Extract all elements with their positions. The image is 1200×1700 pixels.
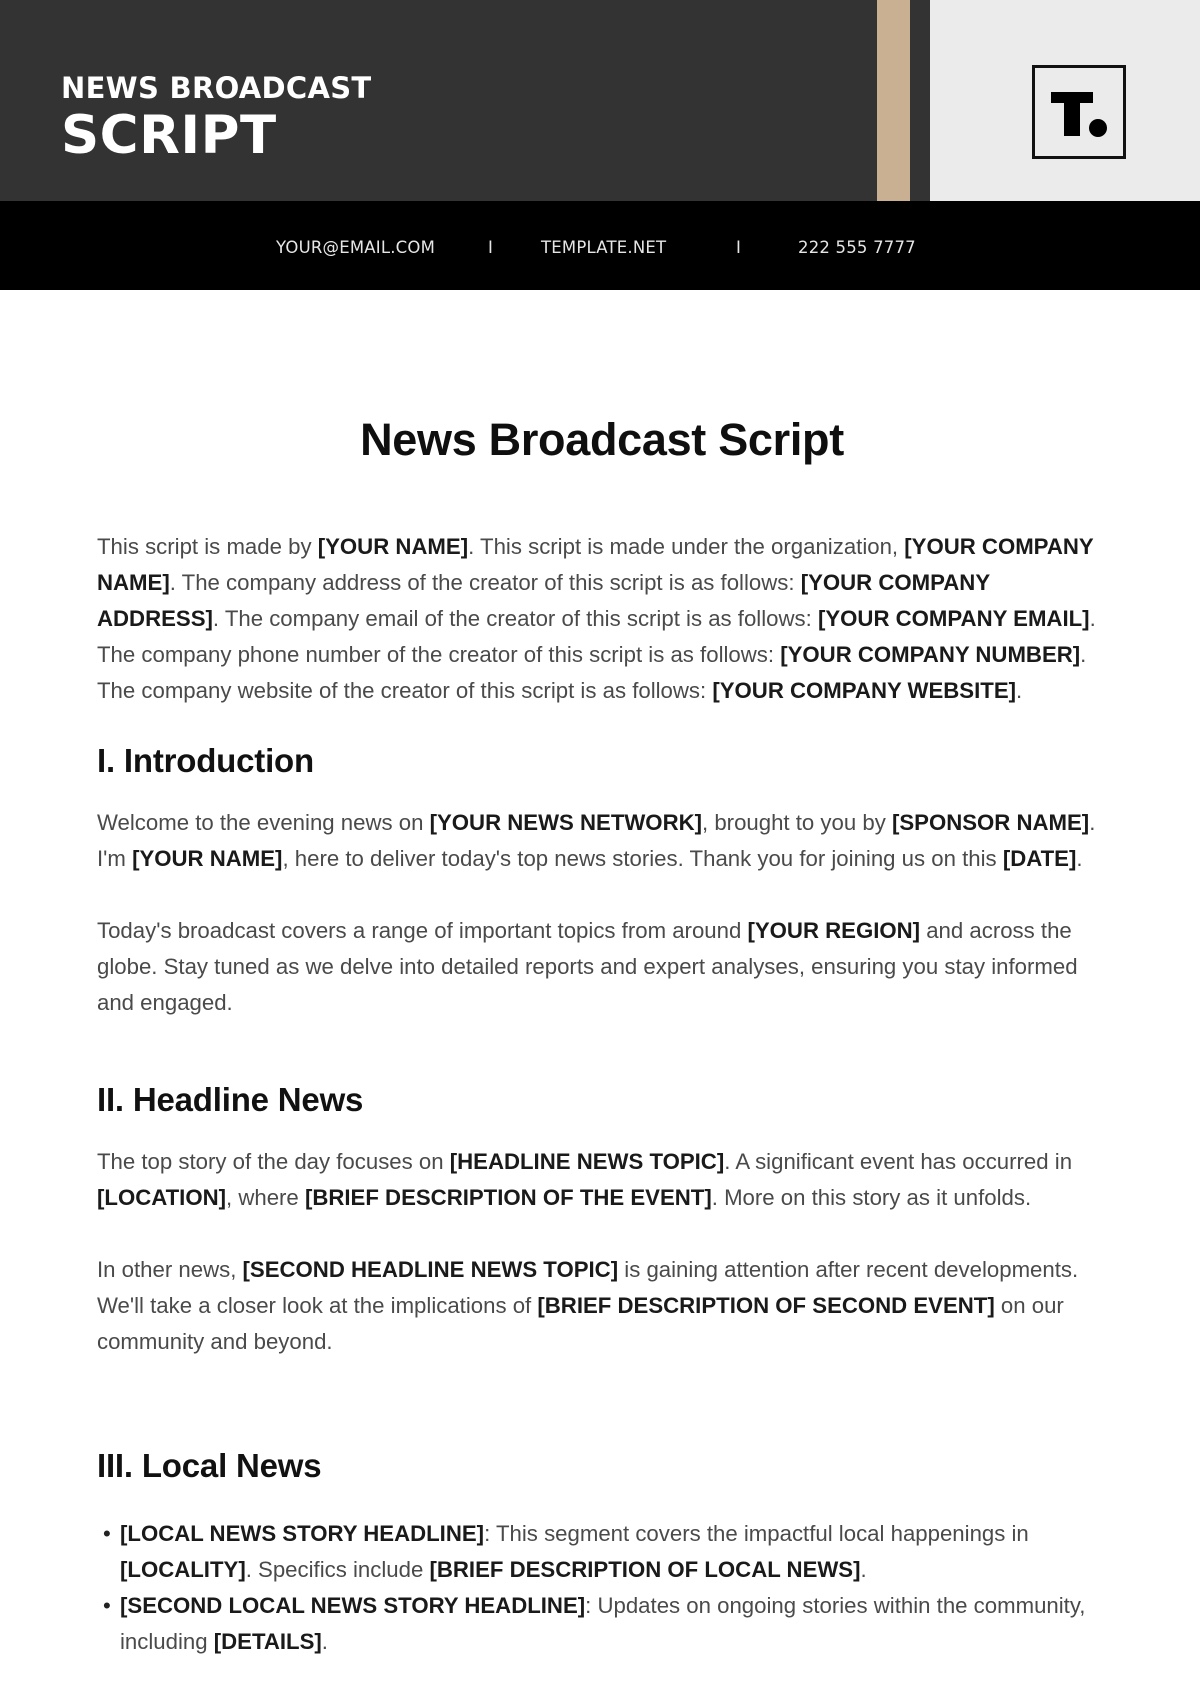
placeholder-field: [LOCATION] xyxy=(97,1185,226,1210)
placeholder-field: [YOUR COMPANY WEBSITE] xyxy=(712,678,1017,703)
header-subtitle: NEWS BROADCAST xyxy=(61,71,372,105)
placeholder-field: [YOUR COMPANY EMAIL] xyxy=(817,606,1090,631)
placeholder-field: [YOUR NAME] xyxy=(132,846,283,871)
introduction-paragraph-1: Welcome to the evening news on [YOUR NEWS NETWORK], brought to you by [SPONSOR NAME]. I'm [YOUR NAME], here to deliver today's top news stories. Thank you for joining us on this [DATE]. xyxy=(97,810,1096,871)
contact-separator: I xyxy=(736,238,742,257)
placeholder-field: [SECOND LOCAL NEWS STORY HEADLINE] xyxy=(120,1593,586,1618)
list-item: • [LOCAL NEWS STORY HEADLINE]: This segment covers the impactful local happenings in [LOCALITY]. Specifics include [BRIEF DESCRIPTION OF LOCAL NEWS]. xyxy=(97,1516,1107,1588)
contact-separator: I xyxy=(488,238,494,257)
logo-panel xyxy=(930,0,1200,201)
placeholder-field: [HEADLINE NEWS TOPIC] xyxy=(449,1149,725,1174)
placeholder-field: [SECOND HEADLINE NEWS TOPIC] xyxy=(242,1257,619,1282)
placeholder-field: [YOUR COMPANY NUMBER] xyxy=(780,642,1081,667)
page-title: News Broadcast Script xyxy=(360,414,844,465)
section-heading-local-news: III. Local News xyxy=(97,1447,322,1484)
list-item: • [SECOND LOCAL NEWS STORY HEADLINE]: Updates on ongoing stories within the community, including [DETAILS]. xyxy=(97,1588,1107,1660)
local-news-list xyxy=(97,1516,1107,1660)
section-heading-introduction: I. Introduction xyxy=(97,742,314,779)
placeholder-field: [LOCALITY] xyxy=(120,1557,246,1582)
logo-t-stem xyxy=(1064,92,1080,136)
placeholder-field: [YOUR NEWS NETWORK] xyxy=(429,810,703,835)
placeholder-field: [BRIEF DESCRIPTION OF LOCAL NEWS] xyxy=(429,1557,861,1582)
accent-stripe xyxy=(877,0,910,201)
placeholder-field: [DETAILS] xyxy=(213,1629,322,1654)
contact-email: YOUR@EMAIL.COM xyxy=(276,238,436,257)
contact-bar xyxy=(0,201,1200,290)
placeholder-field: [LOCAL NEWS STORY HEADLINE] xyxy=(120,1521,485,1546)
header-title: SCRIPT xyxy=(61,105,277,166)
logo-dot xyxy=(1089,119,1107,137)
section-heading-headline-news: II. Headline News xyxy=(97,1081,364,1118)
header-brand xyxy=(61,70,371,166)
placeholder-field: [BRIEF DESCRIPTION OF THE EVENT] xyxy=(304,1185,712,1210)
placeholder-field: [YOUR COMPANY NAME] xyxy=(97,534,1094,595)
placeholder-field: [YOUR NAME] xyxy=(317,534,469,559)
headline-paragraph-2: In other news, [SECOND HEADLINE NEWS TOPIC] is gaining attention after recent developments. We'll take a closer look at the implications of [BRIEF DESCRIPTION OF SECOND EVENT] on our community and beyond. xyxy=(97,1257,1079,1354)
intro-paragraph: This script is made by [YOUR NAME]. This script is made under the organization, [YOUR COMPANY NAME]. The company address of the creator of this script is as follows: [YOUR COMPANY ADDRESS]. The company email of the creator of this script is as follows: [YOUR COMPANY EMAIL]. The company phone number of the creator of this script is as follows: [YOUR COMPANY NUMBER]. The company website of the creator of this script is as follows: [YOUR COMPANY WEBSITE]. xyxy=(97,534,1096,703)
introduction-paragraph-2: Today's broadcast covers a range of important topics from around [YOUR REGION] and across the globe. Stay tuned as we delve into detailed reports and expert analyses, ensuring you stay informed and engaged. xyxy=(97,918,1078,1015)
document-header xyxy=(0,0,1200,201)
template-logo-icon xyxy=(1032,65,1126,159)
placeholder-field: [DATE] xyxy=(1002,846,1077,871)
placeholder-field: [SPONSOR NAME] xyxy=(891,810,1090,835)
placeholder-field: [YOUR COMPANY ADDRESS] xyxy=(97,570,990,631)
contact-phone: 222 555 7777 xyxy=(798,238,916,257)
contact-website: TEMPLATE.NET xyxy=(541,238,667,257)
placeholder-field: [BRIEF DESCRIPTION OF SECOND EVENT] xyxy=(537,1293,995,1318)
headline-paragraph-1: The top story of the day focuses on [HEADLINE NEWS TOPIC]. A significant event has occurred in [LOCATION], where [BRIEF DESCRIPTION OF THE EVENT]. More on this story as it unfolds. xyxy=(97,1149,1073,1210)
placeholder-field: [YOUR REGION] xyxy=(747,918,921,943)
